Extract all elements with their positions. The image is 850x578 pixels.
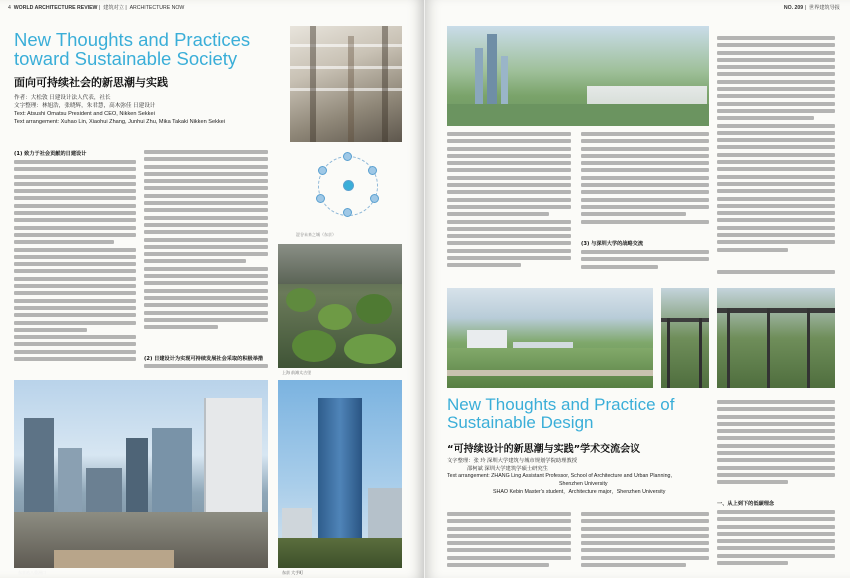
right-page [425,0,850,578]
page-number: 4 [8,5,11,11]
tower-photo [278,380,402,568]
arrangement-en: Text arrangement: Xuhao Lin, Xiaohui Zhang, Junhui Zhu, Mika Takaki Nikken Sekkei [14,119,226,126]
section-cn: 建筑对立 [103,5,124,11]
author-en: Text: Atsushi Omatsu President and CEO, Nikken Sekkei [14,111,155,118]
section1-heading: (1) 致力于社会贡献的日建设计 [14,151,87,157]
article-title-en-line1: New Thoughts and Practices [14,29,251,50]
second-title-en [447,396,674,432]
issue-number: NO. 209 [783,5,804,11]
atrium-photo [290,26,402,142]
railway-park-photo [717,288,835,388]
right-column-top-tail [717,270,835,282]
atrium-caption: 涩谷未来之城（东京） [296,232,336,237]
right-column-top-body [717,36,835,266]
article-title-cn: 面向可持续社会的新思潮与实践 [14,76,168,89]
right-publication-name: 世界建筑导报 [808,5,840,11]
left-page [0,0,424,578]
second-arrangement-en2: Shenzhen University [559,481,608,488]
right-bottom-column1-body [447,512,571,574]
bridge-photo [661,288,709,388]
right-column2-body [581,132,709,236]
article-credits [14,94,274,126]
second-arrangement-en3: SHAO Kebin Master's student，Architecture major，Shenzhen University [493,488,666,495]
second-title-cn: “可持续设计的新思潮与实践”学术交流会议 [447,444,641,455]
tower-caption: 东京 大手町 [282,570,304,575]
right-bottom-column2-body [581,512,709,574]
garden-caption: 上海 前滩太古里 [282,370,312,375]
second-author2-cn: 邵柯斌 深圳大学建筑学硕士研究生 [467,465,548,472]
park-photo [447,288,653,388]
left-column2-body [144,150,268,360]
right-column-bottom-tail [717,510,835,572]
right-column2-tail [581,250,709,276]
right-column-bottom-body [717,400,835,494]
left-column1-body [14,160,136,370]
right-column1-body [447,132,571,280]
second-title-en-line2: Sustainable Design [447,412,594,432]
tokyo-station-photo [14,380,268,568]
arrangement-cn: 文字整理：林旭浩，张晓辉，朱君慧，高木弥佳 日建设计 [14,103,156,110]
section-en: ARCHITECTURE NOW [129,5,185,11]
second-title-en-line1: New Thoughts and Practice of [447,395,675,414]
second-arrangement-en1: Text arrangement: ZHANG Ling Assistant Professor, School of Architecture and Urban Planning, [447,473,672,480]
second-author-cn: 文字整理：张 玲 深圳大学建筑与城市规划学院助理教授 [447,458,578,464]
right-page-header: NO. 209 | 世界建筑导报 [783,5,840,11]
left-column2-tail [144,364,268,376]
garden-photo [278,244,402,368]
section3-heading: (3) 与深圳大学的战略交流 [581,241,644,247]
aerial-photo [447,26,709,126]
article-title-en-line2: toward Sustainable Society [14,48,238,70]
publication-name: WORLD ARCHITECTURE REVIEW [13,5,98,11]
city-caption: 东京站八重洲口 [18,570,46,575]
second-article-credits [447,458,713,496]
article-title-en [14,30,250,69]
right-section-heading: 一、从上到下的低碳理念 [717,501,775,507]
author-cn: 作者：大松敦 日建设计法人代表，社长 [14,95,111,101]
left-page-header: 4 WORLD ARCHITECTURE REVIEW | 建筑对立 | ARCHITECTURE NOW [8,5,185,11]
sustainability-diagram [296,148,400,230]
section2-heading: (2) 日建设计为实现可持续发展社会采取的积极举措 [144,356,264,362]
